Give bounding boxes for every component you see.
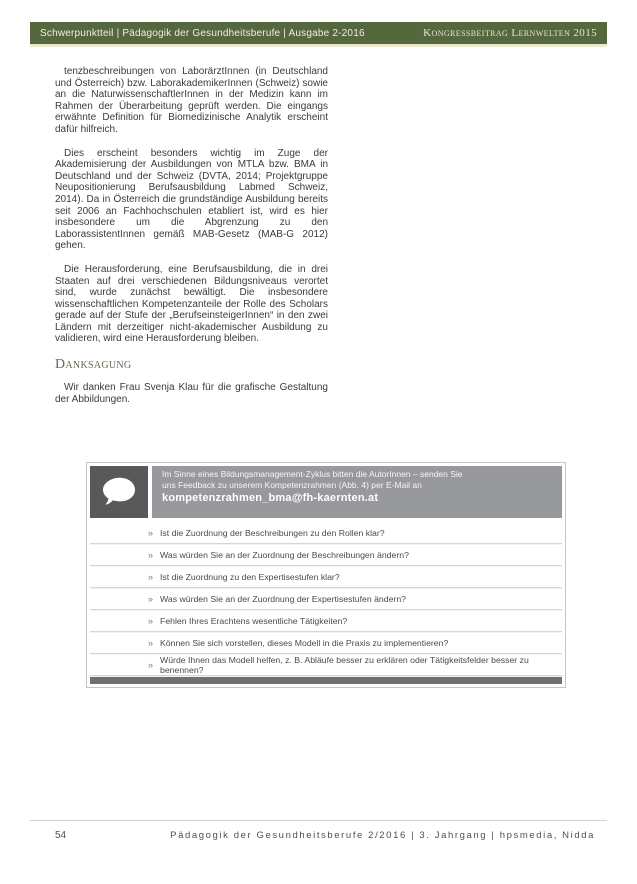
feedback-intro-panel — [152, 466, 562, 518]
feedback-question-row — [90, 522, 562, 544]
chevron-bullet-icon: » — [148, 593, 154, 604]
feedback-intro-line2: uns Feedback zu unserem Kompetenzrahmen (Abb. 4) per E-Mail an — [162, 479, 422, 490]
speech-bubble-icon — [90, 466, 148, 518]
feedback-question-text: Was würden Sie an der Zuordnung der Beschreibungen ändern? — [160, 549, 409, 560]
running-head-right: Kongressbeitrag Lernwelten 2015 — [423, 27, 597, 39]
page-number: 54 — [55, 830, 67, 841]
feedback-question-row — [90, 654, 562, 676]
running-head-left: Schwerpunktteil | Pädagogik der Gesundheitsberufe | Ausgabe 2-2016 — [40, 27, 365, 39]
section-heading-danksagung: Danksagung — [55, 357, 132, 373]
feedback-question-row — [90, 566, 562, 588]
feedback-question-list — [90, 522, 562, 676]
chevron-bullet-icon: » — [148, 615, 154, 626]
journal-footer-line: Pädagogik der Gesundheitsberufe 2/2016 | 3. Jahrgang | hpsmedia, Nidda — [170, 830, 595, 841]
feedback-question-row — [90, 544, 562, 566]
acknowledgement-text: Wir danken Frau Svenja Klau für die grafische Gestaltung der Abbildungen. — [55, 382, 328, 405]
article-paragraph: Dies erscheint besonders wichtig im Zuge der Akademisierung der Ausbildungen von MTLA bzw. BMA in Deutschland und der Schweiz (DVTA, 2014; Projektgruppe Neupositionierung Berufsausbildung Labmed Schweiz, 2014). Da in Österreich die grundständige Ausbildung bereits seit 2006 an Fachhochschulen etabliert ist, wird es hier insbesondere um die Abgrenzung zu den LaborassistentInnen gemäß MAB-Gesetz (MAB-G 2012) gehen. — [55, 147, 328, 252]
article-paragraphs — [55, 66, 328, 345]
footer — [30, 830, 607, 841]
feedback-question-text: Können Sie sich vorstellen, dieses Modell in die Praxis zu implementieren? — [160, 637, 449, 648]
feedback-question-text: Was würden Sie an der Zuordnung der Expertisestufen ändern? — [160, 593, 406, 604]
footer-divider — [30, 820, 607, 821]
chevron-bullet-icon: » — [148, 549, 154, 560]
feedback-box-header — [90, 466, 562, 518]
feedback-question-row — [90, 610, 562, 632]
running-head-bar — [30, 22, 607, 47]
feedback-question-row — [90, 588, 562, 610]
feedback-question-text: Fehlen Ihres Erachtens wesentliche Tätigkeiten? — [160, 615, 348, 626]
feedback-question-text: Würde Ihnen das Modell helfen, z. B. Abläufe besser zu erklären oder Tätigkeitsfelder besser zu benennen? — [160, 654, 529, 675]
feedback-question-text: Ist die Zuordnung zu den Expertisestufen klar? — [160, 571, 340, 582]
feedback-email[interactable]: kompetenzrahmen_bma@fh-kaernten.at — [162, 492, 379, 504]
feedback-question-row — [90, 632, 562, 654]
feedback-intro-line1: Im Sinne eines Bildungsmanagement-Zyklus bitten die AutorInnen – senden Sie — [162, 469, 463, 479]
acknowledgement-block — [55, 382, 328, 405]
feedback-question-text: Ist die Zuordnung der Beschreibungen zu den Rollen klar? — [160, 527, 385, 538]
feedback-box-bottom-bar — [90, 677, 562, 684]
chevron-bullet-icon: » — [148, 659, 154, 670]
chevron-bullet-icon: » — [148, 637, 154, 648]
article-paragraph: Die Herausforderung, eine Berufsausbildung, die in drei Staaten auf drei verschiedenen Bildungsniveaus verortet sind, wurde zunächst bewältigt. Die insbesondere wissenschaftlichen Kompetenzanteile der Rolle des Scholars gerade auf der Stufe der „BerufseinsteigerInnen“ in den zwei Ländern mit derzeitiger nicht-akademischer Ausbildung zu validieren, wird eine Herausforderung bleiben. — [55, 263, 328, 345]
article-paragraph: tenzbeschreibungen von LaborärztInnen (in Deutschland und Österreich) bzw. LaborakademikerInnen (Schweiz) sowie an die NaturwissenschaftlerInnen in der Medizin kann im Rahmen der Überarbeitung geprüft werden. Die eingangs erwähnte Definition für Biomedizinische Analytik erscheint dafür hilfreich. — [55, 66, 328, 135]
chevron-bullet-icon: » — [148, 527, 154, 538]
chevron-bullet-icon: » — [148, 571, 154, 582]
article-column — [55, 66, 328, 417]
feedback-box — [86, 462, 566, 688]
